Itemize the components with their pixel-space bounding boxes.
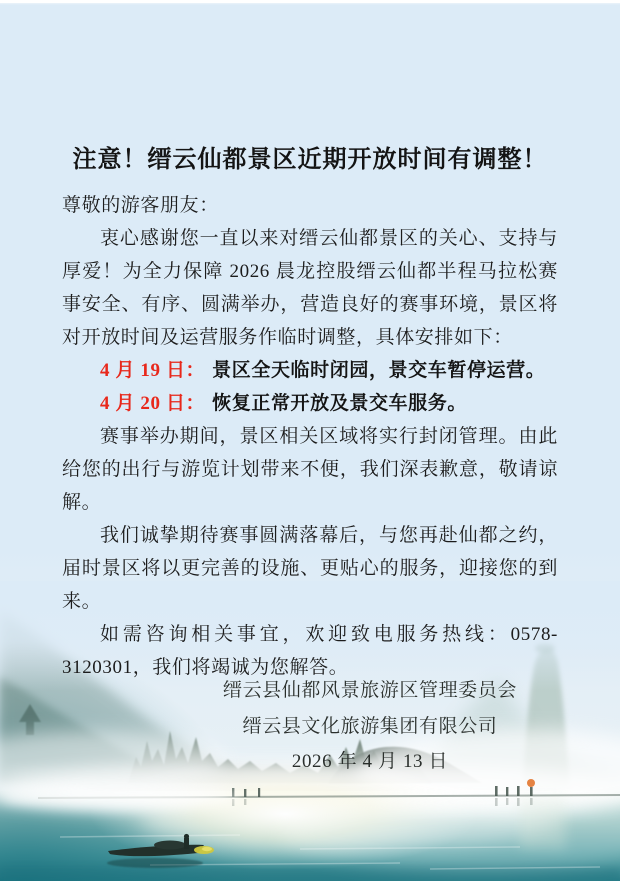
paragraph-hotline: 如需咨询相关事宜，欢迎致电服务热线：0578-3120301，我们将竭诚为您解答。 [62,624,558,678]
fisherman [184,838,189,849]
schedule-line-2 [62,387,558,420]
salutation: 尊敬的游客朋友： [62,195,219,216]
signature-block [205,673,535,780]
schedule-text-1: 景区全天临时闭园，景交车暂停运营。 [212,360,546,381]
signature-date: 2026 年 4 月 13 日 [291,751,449,772]
schedule-text-2: 恢复正常开放及景交车服务。 [212,393,467,414]
notice-title: 注意！缙云仙都景区近期开放时间有调整！ [72,147,548,174]
schedule-date-1: 4 月 19 日： [100,360,206,381]
signature-org-2: 缙云县文化旅游集团有限公司 [242,715,498,737]
paragraph-welcome: 我们诚挚期待赛事圆满落幕后，与您再赴仙都之约，届时景区将以更完善的设施、更贴心的服务，迎接您的到来。 [62,525,558,612]
orange-umbrella [527,779,535,787]
paragraph-intro: 衷心感谢您一直以来对缙云仙都景区的关心、支持与厚爱！为全力保障 2026 晨龙控股缙云仙都半程马拉松赛事安全、有序、圆满举办，营造良好的赛事环境，景区将对开放时间及运营服务作临时调整，具体安排如下： [62,228,558,348]
schedule-line-1 [62,354,558,387]
schedule-date-2: 4 月 20 日： [100,393,206,414]
paragraph-closure: 赛事举办期间，景区相关区域将实行封闭管理。由此给您的出行与游览计划带来不便，我们深表歉意，敬请谅解。 [62,426,558,513]
top-border [0,0,620,3]
signature-org-1: 缙云县仙都风景旅游区管理委员会 [222,680,517,701]
notice-body [62,189,558,684]
